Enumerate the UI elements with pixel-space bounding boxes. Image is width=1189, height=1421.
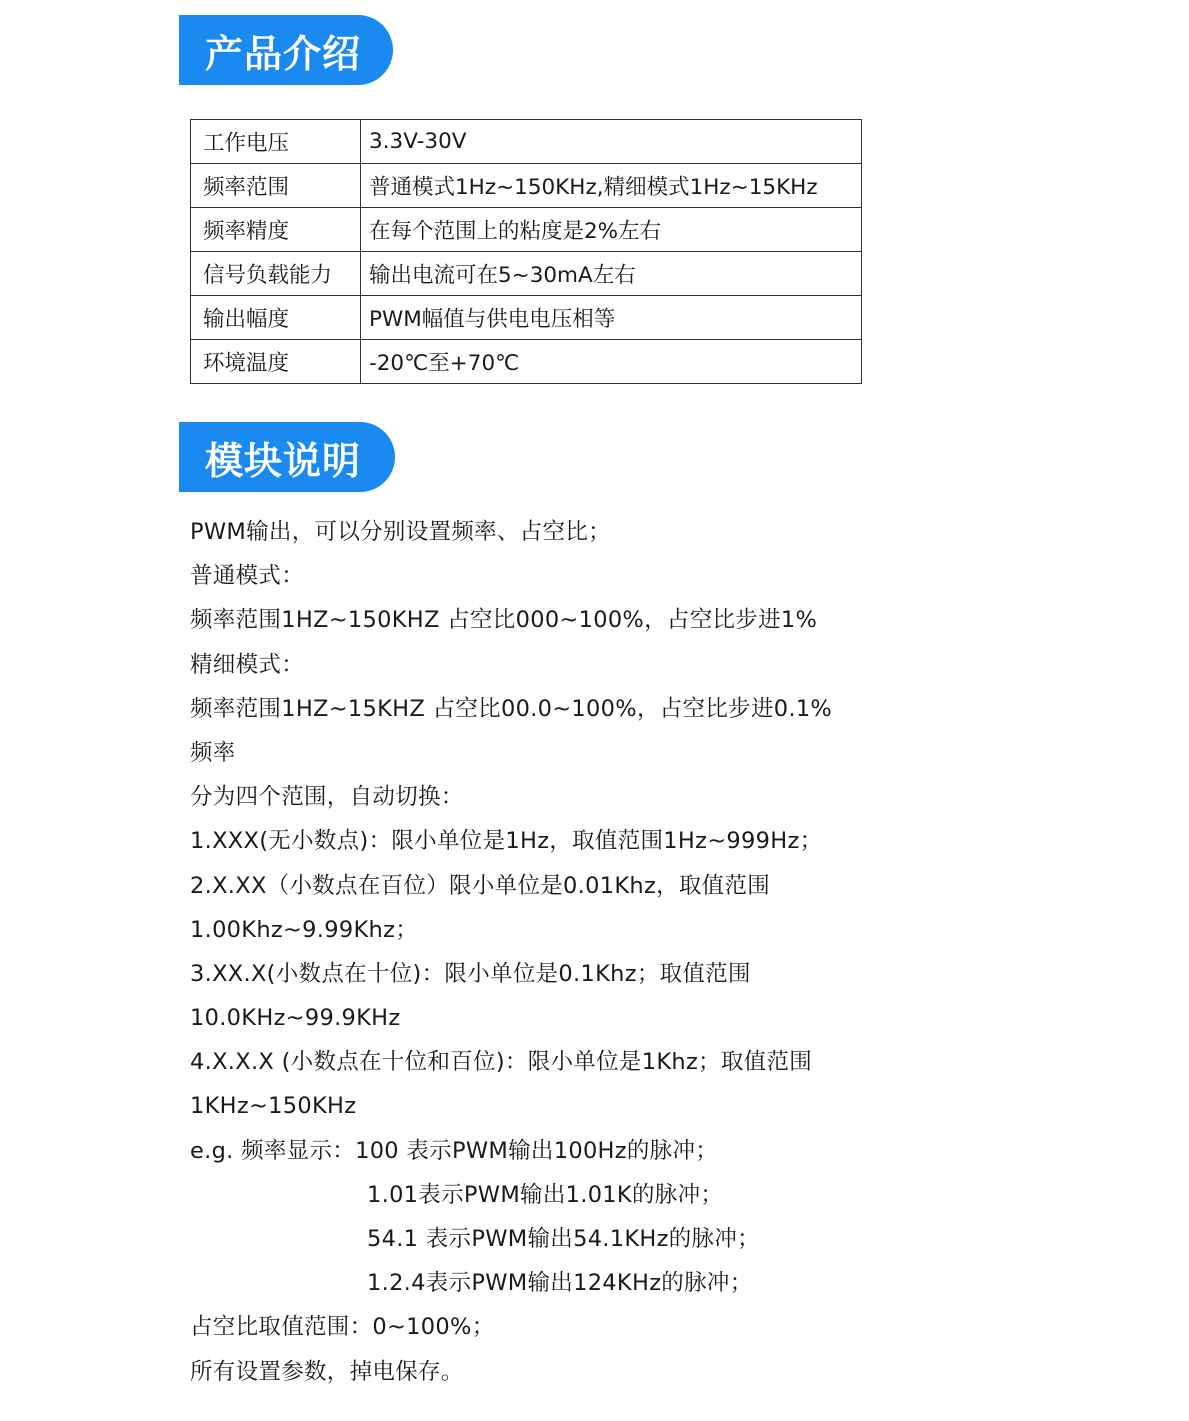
spec-label: 频率精度 [191,208,361,252]
table-row [191,164,862,208]
section-banner-module-description [179,422,395,492]
description-line: 3.XX.X(小数点在十位)：限小单位是0.1Khz；取值范围 [190,960,751,987]
spec-value: 3.3V-30V [361,120,862,164]
table-row [191,208,862,252]
table-row [191,120,862,164]
description-line: 10.0KHz~99.9KHz [190,1005,401,1032]
description-line: 1.00Khz~9.99Khz； [190,916,418,943]
description-line: 频率范围1HZ~15KHZ 占空比00.0~100%，占空比步进0.1% [190,695,833,722]
spec-value: 普通模式1Hz~150KHz,精细模式1Hz~15KHz [361,164,862,208]
spec-table [190,119,862,384]
description-line: 所有设置参数，掉电保存。 [190,1358,464,1385]
description-line: 普通模式： [190,563,305,590]
spec-value: 输出电流可在5~30mA左右 [361,252,862,296]
description-line: 4.X.X.X (小数点在十位和百位)：限小单位是1Khz；取值范围 [190,1049,813,1076]
description-line: 分为四个范围，自动切换： [190,784,464,811]
description-line: 1.01表示PWM输出1.01K的脉冲； [367,1181,724,1208]
description-line: 频率 [190,739,236,766]
description-line: 占空比取值范围：0~100%； [190,1314,495,1341]
spec-label: 信号负载能力 [191,252,361,296]
spec-value: -20℃至+70℃ [361,340,862,384]
table-row [191,340,862,384]
spec-value: 在每个范围上的粘度是2%左右 [361,208,862,252]
spec-label: 工作电压 [191,120,361,164]
section-title-product-intro: 产品介绍 [205,31,362,76]
table-row [191,252,862,296]
description-line: 1.2.4表示PWM输出124KHz的脉冲； [367,1270,753,1297]
description-line: 1.XXX(无小数点)：限小单位是1Hz，取值范围1Hz~999Hz； [190,828,823,855]
spec-label: 输出幅度 [191,296,361,340]
description-line: e.g. 频率显示：100 表示PWM输出100Hz的脉冲； [190,1137,719,1164]
description-line: 1KHz~150KHz [190,1093,357,1120]
description-line: 精细模式： [190,651,305,678]
spec-label: 频率范围 [191,164,361,208]
section-title-module-description: 模块说明 [205,438,362,483]
module-description [190,510,890,1394]
description-line: 频率范围1HZ~150KHZ 占空比000~100%，占空比步进1% [190,607,818,634]
description-line: 54.1 表示PWM输出54.1KHz的脉冲； [367,1226,760,1252]
description-line: 2.X.XX（小数点在百位）限小单位是0.01Khz，取值范围 [190,872,771,899]
section-banner-product-intro [179,15,393,85]
description-line: PWM输出，可以分别设置频率、占空比； [190,519,611,545]
spec-label: 环境温度 [191,340,361,384]
table-row [191,296,862,340]
spec-value: PWM幅值与供电电压相等 [361,296,862,340]
